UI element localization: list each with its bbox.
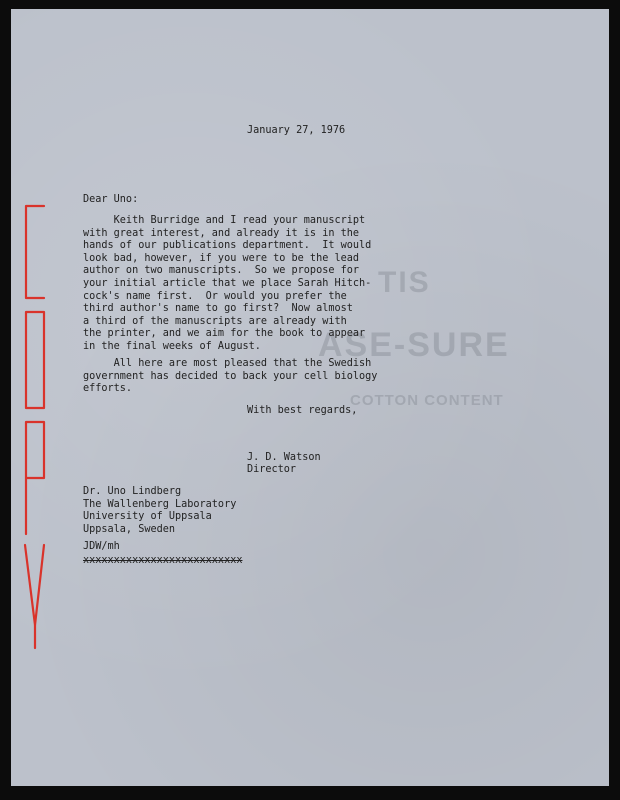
paragraph-line: the printer, and we aim for the book to appear bbox=[83, 328, 366, 340]
watermark-line-3: COTTON CONTENT bbox=[350, 392, 504, 409]
letter-paragraph-1 bbox=[83, 215, 371, 354]
address-line: Dr. Uno Lindberg bbox=[83, 486, 182, 497]
signer-name: J. D. Watson bbox=[247, 452, 321, 463]
letter-closing: With best regards, bbox=[247, 405, 358, 416]
recipient-address bbox=[83, 486, 236, 536]
typist-initials: JDW/mh bbox=[83, 541, 120, 552]
letter-salutation: Dear Uno: bbox=[83, 194, 139, 205]
paragraph-line: cock's name first. Or would you prefer the bbox=[83, 290, 347, 302]
watermark-line-1: TIS bbox=[378, 266, 431, 299]
struck-out-line: xxxxxxxxxxxxxxxxxxxxxxxxxx bbox=[83, 555, 243, 566]
address-line: Uppsala, Sweden bbox=[83, 523, 176, 535]
paragraph-line: efforts. bbox=[83, 383, 133, 395]
paragraph-line: All here are most pleased that the Swedish bbox=[83, 358, 372, 369]
letter-date: January 27, 1976 bbox=[247, 125, 346, 136]
signer-title: Director bbox=[247, 464, 297, 475]
paragraph-line: hands of our publications department. It would bbox=[83, 240, 372, 252]
paragraph-line: with great interest, and already it is in the bbox=[83, 227, 360, 239]
paragraph-line: in the final weeks of August. bbox=[83, 340, 261, 352]
address-line: The Wallenberg Laboratory bbox=[83, 498, 237, 510]
paragraph-line: look bad, however, if you were to be the lead bbox=[83, 252, 360, 264]
paragraph-line: third author's name to go first? Now almost bbox=[83, 303, 353, 315]
copy-stamp bbox=[20, 200, 48, 650]
address-line: University of Uppsala bbox=[83, 511, 212, 523]
paragraph-line: author on two manuscripts. So we propose for bbox=[83, 265, 360, 277]
paragraph-line: government has decided to back your cell biology bbox=[83, 370, 378, 382]
paragraph-line: Keith Burridge and I read your manuscript bbox=[83, 215, 366, 226]
paragraph-line: your initial article that we place Sarah Hitch- bbox=[83, 277, 372, 289]
letter-paragraph-2 bbox=[83, 358, 377, 396]
paragraph-line: a third of the manuscripts are already with bbox=[83, 315, 347, 327]
watermark-line-2: ASE-SURE bbox=[318, 326, 510, 364]
